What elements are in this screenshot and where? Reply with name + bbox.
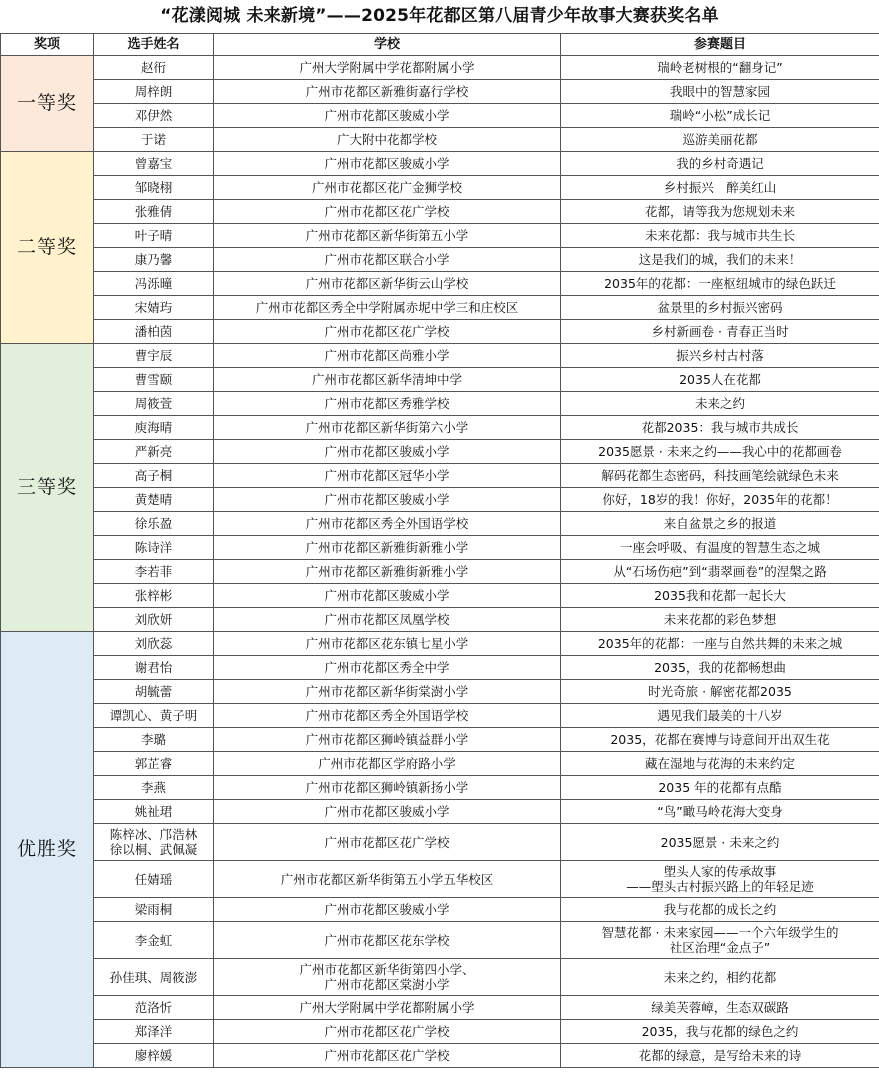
school-cell: 广州市花都区花广学校	[214, 320, 561, 344]
page-title: “花漾阅城 未来新境”——2025年花都区第八届青少年故事大赛获奖名单	[160, 6, 719, 26]
contestant-name-cell: 冯泺曈	[94, 272, 214, 296]
topic-cell: 巡游美丽花都	[561, 128, 879, 152]
contestant-name-cell: 任婧瑶	[94, 861, 214, 898]
topic-cell: 未来花都的彩色梦想	[561, 608, 879, 632]
school-cell: 广州市花都区新华街第五小学五华校区	[214, 861, 561, 898]
school-cell: 广州市花都区骏威小学	[214, 152, 561, 176]
cell-line: 塱头人家的传承故事	[663, 864, 777, 879]
school-cell: 广州市花都区花广学校	[214, 1020, 561, 1044]
table-row	[1, 488, 879, 512]
topic-cell: 乡村新画卷 · 青春正当时	[561, 320, 879, 344]
table-body	[1, 56, 879, 1068]
school-cell: 广州市花都区新华街云山学校	[214, 272, 561, 296]
contestant-name-cell: 郑泽洋	[94, 1020, 214, 1044]
school-cell: 广州市花都区秀全中学附属赤坭中学三和庄校区	[214, 296, 561, 320]
contestant-name-cell: 康乃馨	[94, 248, 214, 272]
topic-cell: 花都2035：我与城市共成长	[561, 416, 879, 440]
contestant-name-cell: 赵衎	[94, 56, 214, 80]
table-row	[1, 898, 879, 922]
school-cell: 广州市花都区花广学校	[214, 200, 561, 224]
contestant-name-cell: 周梓朗	[94, 80, 214, 104]
school-cell: 广州市花都区狮岭镇益群小学	[214, 728, 561, 752]
table-row	[1, 344, 879, 368]
contestant-name-cell: 廖梓媛	[94, 1044, 214, 1068]
contestant-name-cell	[94, 824, 214, 861]
school-cell: 广州市花都区学府路小学	[214, 752, 561, 776]
topic-cell: 未来之约，相约花都	[561, 959, 879, 996]
topic-cell: 2035年的花都：一座与自然共舞的未来之城	[561, 632, 879, 656]
contestant-name-cell: 刘欣妍	[94, 608, 214, 632]
topic-cell: 2035人在花都	[561, 368, 879, 392]
table-row	[1, 464, 879, 488]
school-cell: 广州市花都区联合小学	[214, 248, 561, 272]
topic-cell: 未来花都：我与城市共生长	[561, 224, 879, 248]
contestant-name-cell: 李金虹	[94, 922, 214, 959]
topic-cell: 解码花都生态密码，科技画笔绘就绿色未来	[561, 464, 879, 488]
school-cell: 广州市花都区秀全中学	[214, 656, 561, 680]
cell-line: 徐以桐、武佩凝	[109, 842, 198, 857]
award-level-cell: 三等奖	[1, 344, 94, 632]
cell-line: 社区治理“金点子”	[669, 940, 771, 955]
school-cell: 广州市花都区花广学校	[214, 1044, 561, 1068]
contestant-name-cell: 曹宇辰	[94, 344, 214, 368]
topic-cell: 2035愿景 · 未来之约——我心中的花都画卷	[561, 440, 879, 464]
contestant-name-cell: 梁雨桐	[94, 898, 214, 922]
table-row	[1, 248, 879, 272]
contestant-name-cell: 周筱萱	[94, 392, 214, 416]
cell-line: ——塱头古村振兴路上的年轻足迹	[626, 879, 814, 894]
school-cell: 广州市花都区秀雅学校	[214, 392, 561, 416]
header-school: 学校	[214, 34, 561, 56]
topic-cell: “鸟”瞰马岭花海大变身	[561, 800, 879, 824]
contestant-name-cell: 宋婧玙	[94, 296, 214, 320]
school-cell: 广州市花都区花东镇七星小学	[214, 632, 561, 656]
header-award: 奖项	[1, 34, 94, 56]
topic-cell: 瑞岭老树根的“翻身记”	[561, 56, 879, 80]
contestant-name-cell: 严新亮	[94, 440, 214, 464]
table-row	[1, 80, 879, 104]
table-row	[1, 800, 879, 824]
topic-cell: 这是我们的城，我们的未来！	[561, 248, 879, 272]
school-cell: 广州市花都区新雅街新雅小学	[214, 560, 561, 584]
topic-cell: 时光奇旅 · 解密花都2035	[561, 680, 879, 704]
contestant-name-cell: 高子桐	[94, 464, 214, 488]
contestant-name-cell: 李燕	[94, 776, 214, 800]
table-row	[1, 680, 879, 704]
school-cell: 广州市花都区尚雅小学	[214, 344, 561, 368]
school-cell: 广州市花都区狮岭镇新扬小学	[214, 776, 561, 800]
cell-line: 广州市花都区棠澍小学	[324, 977, 450, 992]
topic-cell: 盆景里的乡村振兴密码	[561, 296, 879, 320]
school-cell: 广州市花都区骏威小学	[214, 440, 561, 464]
topic-cell: 2035愿景 · 未来之约	[561, 824, 879, 861]
topic-cell	[561, 922, 879, 959]
topic-cell: 我与花都的成长之约	[561, 898, 879, 922]
topic-cell: 振兴乡村古村落	[561, 344, 879, 368]
topic-cell: 从“石场伤疤”到“翡翠画卷”的涅槃之路	[561, 560, 879, 584]
school-cell: 广州市花都区骏威小学	[214, 104, 561, 128]
table-row	[1, 1020, 879, 1044]
cell-line: 智慧花都 · 未来家园——一个六年级学生的	[601, 925, 839, 940]
header-name: 选手姓名	[94, 34, 214, 56]
table-row	[1, 152, 879, 176]
topic-cell: 未来之约	[561, 392, 879, 416]
school-cell: 广大附中花都学校	[214, 128, 561, 152]
table-header-row	[1, 34, 879, 56]
contestant-name-cell: 李璐	[94, 728, 214, 752]
table-row	[1, 861, 879, 898]
school-cell: 广州市花都区花广学校	[214, 824, 561, 861]
table-row	[1, 608, 879, 632]
school-cell: 广州市花都区冠华小学	[214, 464, 561, 488]
table-row	[1, 440, 879, 464]
table-row	[1, 1044, 879, 1068]
contestant-name-cell: 姚祉珺	[94, 800, 214, 824]
contestant-name-cell: 黄楚晴	[94, 488, 214, 512]
contestant-name-cell: 徐乐盈	[94, 512, 214, 536]
table-row	[1, 512, 879, 536]
topic-cell: 2035年的花都：一座枢纽城市的绿色跃迁	[561, 272, 879, 296]
table-row	[1, 922, 879, 959]
topic-cell: 乡村振兴 醉美红山	[561, 176, 879, 200]
award-level-cell: 二等奖	[1, 152, 94, 344]
contestant-name-cell: 邓伊然	[94, 104, 214, 128]
table-row	[1, 704, 879, 728]
school-cell: 广州市花都区花东学校	[214, 922, 561, 959]
school-cell: 广州市花都区新雅街嘉行学校	[214, 80, 561, 104]
school-cell: 广州市花都区新华街棠澍小学	[214, 680, 561, 704]
school-cell: 广州市花都区骏威小学	[214, 488, 561, 512]
contestant-name-cell: 谢君怡	[94, 656, 214, 680]
school-cell: 广州市花都区凤凰学校	[214, 608, 561, 632]
school-cell: 广州市花都区骏威小学	[214, 898, 561, 922]
school-cell: 广州市花都区秀全外国语学校	[214, 704, 561, 728]
contestant-name-cell: 张雅倩	[94, 200, 214, 224]
school-cell: 广州市花都区新华清坤中学	[214, 368, 561, 392]
topic-cell: 藏在湿地与花海的未来约定	[561, 752, 879, 776]
contestant-name-cell: 潘柏茵	[94, 320, 214, 344]
table-row	[1, 176, 879, 200]
table-row	[1, 320, 879, 344]
contestant-name-cell: 郭芷睿	[94, 752, 214, 776]
contestant-name-cell: 范洛忻	[94, 996, 214, 1020]
topic-cell	[561, 861, 879, 898]
school-cell: 广州市花都区骏威小学	[214, 800, 561, 824]
school-cell: 广州市花都区新雅街新雅小学	[214, 536, 561, 560]
contestant-name-cell: 庾海晴	[94, 416, 214, 440]
table-row	[1, 104, 879, 128]
topic-cell: 2035，花都在赛博与诗意间开出双生花	[561, 728, 879, 752]
school-cell: 广州市花都区新华街第六小学	[214, 416, 561, 440]
contestant-name-cell: 张梓彬	[94, 584, 214, 608]
award-level-cell: 优胜奖	[1, 632, 94, 1068]
topic-cell: 2035，我的花都畅想曲	[561, 656, 879, 680]
cell-line: 陈梓冰、邝浩林	[109, 827, 198, 842]
school-cell: 广州市花都区花广金狮学校	[214, 176, 561, 200]
award-level-cell: 一等奖	[1, 56, 94, 152]
table-row	[1, 560, 879, 584]
table-row	[1, 272, 879, 296]
cell-line: 广州市花都区新华街第四小学、	[299, 962, 475, 977]
contestant-name-cell: 曾嘉宝	[94, 152, 214, 176]
school-cell: 广州市花都区秀全外国语学校	[214, 512, 561, 536]
table-row	[1, 536, 879, 560]
table-row	[1, 656, 879, 680]
award-table	[0, 33, 879, 1068]
table-row	[1, 728, 879, 752]
topic-cell: 2035，我与花都的绿色之约	[561, 1020, 879, 1044]
school-cell	[214, 959, 561, 996]
contestant-name-cell: 陈诗洋	[94, 536, 214, 560]
table-row	[1, 584, 879, 608]
school-cell: 广州大学附属中学花都附属小学	[214, 56, 561, 80]
topic-cell: 花都的绿意，是写给未来的诗	[561, 1044, 879, 1068]
table-row	[1, 776, 879, 800]
table-row	[1, 632, 879, 656]
contestant-name-cell: 于诺	[94, 128, 214, 152]
topic-cell: 来自盆景之乡的报道	[561, 512, 879, 536]
table-row	[1, 752, 879, 776]
contestant-name-cell: 邹晓栩	[94, 176, 214, 200]
table-row	[1, 296, 879, 320]
header-topic: 参赛题目	[561, 34, 879, 56]
table-row	[1, 56, 879, 80]
table-row	[1, 959, 879, 996]
table-row	[1, 224, 879, 248]
contestant-name-cell: 刘欣蕊	[94, 632, 214, 656]
contestant-name-cell: 谭凯心、黄子明	[94, 704, 214, 728]
topic-cell: 2035我和花都一起长大	[561, 584, 879, 608]
topic-cell: 我的乡村奇遇记	[561, 152, 879, 176]
table-row	[1, 416, 879, 440]
contestant-name-cell: 叶子晴	[94, 224, 214, 248]
school-cell: 广州大学附属中学花都附属小学	[214, 996, 561, 1020]
topic-cell: 一座会呼吸、有温度的智慧生态之城	[561, 536, 879, 560]
topic-cell: 我眼中的智慧家园	[561, 80, 879, 104]
table-row	[1, 996, 879, 1020]
table-row	[1, 200, 879, 224]
table-row	[1, 128, 879, 152]
topic-cell: 遇见我们最美的十八岁	[561, 704, 879, 728]
table-row	[1, 368, 879, 392]
topic-cell: 你好，18岁的我！你好，2035年的花都！	[561, 488, 879, 512]
contestant-name-cell: 孙佳琪、周筱澎	[94, 959, 214, 996]
school-cell: 广州市花都区新华街第五小学	[214, 224, 561, 248]
topic-cell: 花都，请等我为您规划未来	[561, 200, 879, 224]
topic-cell: 2035 年的花都有点酷	[561, 776, 879, 800]
topic-cell: 瑞岭“小松”成长记	[561, 104, 879, 128]
contestant-name-cell: 曹雪颐	[94, 368, 214, 392]
school-cell: 广州市花都区骏威小学	[214, 584, 561, 608]
table-row	[1, 392, 879, 416]
table-row	[1, 824, 879, 861]
topic-cell: 绿美芙蓉嶂，生态双碳路	[561, 996, 879, 1020]
contestant-name-cell: 李若菲	[94, 560, 214, 584]
contestant-name-cell: 胡毓蕾	[94, 680, 214, 704]
